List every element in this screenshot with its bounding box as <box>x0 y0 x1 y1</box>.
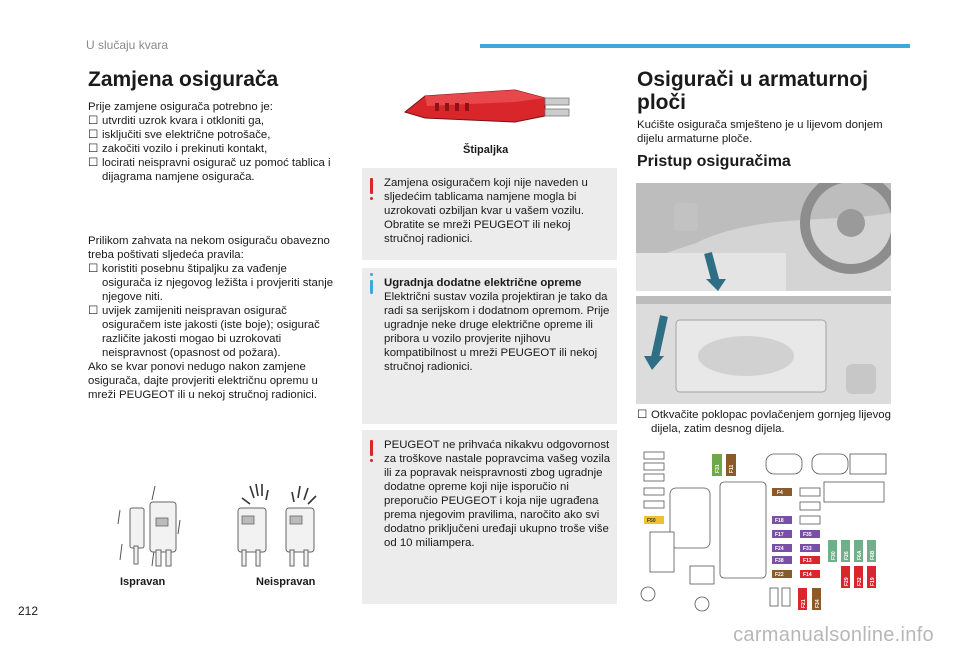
svg-text:F31: F31 <box>715 464 721 473</box>
access-title: Pristup osiguračima <box>637 153 791 170</box>
svg-text:F30: F30 <box>831 551 837 560</box>
svg-text:F50: F50 <box>647 518 656 524</box>
step-item: ☐ locirati neispravni osigurač uz pomoć tablica i dijagrama namjene osigurača. <box>88 157 331 183</box>
fuse-F31 <box>712 454 722 476</box>
watermark: carmanualsonline.info <box>733 624 934 646</box>
bullet-icon: ☐ <box>88 115 99 127</box>
warning-notice <box>362 168 617 260</box>
fuse-F34 <box>812 588 821 610</box>
bullet-icon: ☐ <box>637 409 648 421</box>
fuse-good-illustration <box>100 480 210 575</box>
location-text: Kućište osigurača smješteno je u lijevom donjem dijelu armaturne ploče. <box>637 119 883 145</box>
fuse-F4 <box>772 488 792 496</box>
svg-text:F34: F34 <box>815 599 821 608</box>
svg-text:F17: F17 <box>775 532 784 538</box>
fuse-F19 <box>867 566 876 588</box>
fuse-F22 <box>772 570 792 578</box>
info-icon <box>370 280 373 294</box>
warning-icon-dot <box>370 197 373 200</box>
warning-icon <box>370 178 373 194</box>
page-title: Zamjena osigurača <box>88 68 279 91</box>
bullet-icon: ☐ <box>88 157 99 169</box>
svg-text:F29: F29 <box>844 577 850 586</box>
dashboard-photo-bottom <box>636 296 891 404</box>
info-icon-dot <box>370 273 373 276</box>
fuse-F6B <box>867 540 876 562</box>
fuse-box-diagram <box>640 448 890 618</box>
fuse-F29 <box>841 566 850 588</box>
svg-text:F33: F33 <box>803 546 812 552</box>
bullet-icon: ☐ <box>88 129 99 141</box>
svg-text:F24: F24 <box>775 546 784 552</box>
dashboard-photo-top <box>636 183 891 291</box>
liability-notice <box>362 430 617 604</box>
step-item: ☐ Otkvačite poklopac povlačenjem gornjeg lijevog dijela, zatim desnog dijela. <box>637 409 891 435</box>
fuse-F38 <box>772 556 792 564</box>
svg-text:F35: F35 <box>803 532 812 538</box>
access-step <box>637 408 892 436</box>
fuse-F32 <box>854 566 863 588</box>
rule-item: ☐ uvijek zamijeniti neispravan osigurač osiguračem iste jakosti (iste boje); osigurač različite jakosti mogao bi uzrokovati neispravnost (opasnost od požara). <box>88 305 320 359</box>
rules-intro: Prilikom zahvata na nekom osiguraču obavezno treba poštivati sljedeća pravila: <box>88 235 330 261</box>
fuse-F50 <box>644 516 664 524</box>
svg-text:F32: F32 <box>857 577 863 586</box>
rule-item: ☐ koristiti posebnu štipaljku za vađenje osigurača iz njegovog ležišta i provjeriti stanje njegove niti. <box>88 263 334 303</box>
fuse-F35 <box>800 530 820 538</box>
step-item: ☐ zakočiti vozilo i prekinuti kontakt, <box>88 143 268 155</box>
svg-text:F13: F13 <box>803 558 812 564</box>
svg-text:F18: F18 <box>775 518 784 524</box>
svg-text:F11: F11 <box>729 464 735 473</box>
step-item: ☐ utvrditi uzrok kvara i otkloniti ga, <box>88 115 265 127</box>
section-title: Osigurači u armaturnoj ploči <box>637 68 869 114</box>
fuse-F11 <box>726 454 736 476</box>
intro-text: Prije zamjene osigurača potrebno je: <box>88 101 273 113</box>
svg-text:F26: F26 <box>844 551 850 560</box>
fuse-F6A <box>854 540 863 562</box>
warning-icon-dot <box>370 459 373 462</box>
info-title: Ugradnja dodatne električne opreme <box>384 277 582 289</box>
info-notice <box>362 268 617 424</box>
svg-text:F21: F21 <box>801 599 807 608</box>
svg-text:F14: F14 <box>803 572 812 578</box>
fuse-F33 <box>800 544 820 552</box>
step-item: ☐ isključiti sve električne potrošače, <box>88 129 271 141</box>
tool-caption: Štipaljka <box>463 144 509 156</box>
fuse-F18 <box>772 516 792 524</box>
liability-text: PEUGEOT ne prihvaća nikakvu odgovornost za troškove nastale popravcima vašeg vozila ili za popravak neispravnosti zbog ugradnje dodatne opreme koji nije isporučio ni preporučio PEUGEOT i koja nije ugrađena prema njegovim pravilima, naročito ako svi dodatno priključeni uređaji ukupno troše više od 10 miliampera. <box>384 439 611 549</box>
bullet-icon: ☐ <box>88 143 99 155</box>
svg-text:F6A: F6A <box>857 550 863 560</box>
info-body: Električni sustav vozila projektiran je tako da radi sa serijskom i dodatnom opremom. Prije ugradnje neke druge električne opreme ili pribora u vozilo provjerite njihovu kompatibilnost u mreži PEUGEOT ili nekoj stručnoj radionici. <box>384 291 610 373</box>
svg-text:F38: F38 <box>775 558 784 564</box>
fuse-bad-illustration <box>228 482 328 577</box>
fuse-F14 <box>800 570 820 578</box>
fuse-F30 <box>828 540 837 562</box>
page-number: 212 <box>18 604 39 618</box>
intro-block <box>88 100 333 184</box>
warning-text: Zamjena osiguračem koji nije naveden u sljedećim tablicama namjene mogla bi uzrokovati ozbiljan kvar u vašem vozilu. Obratite se mreži PEUGEOT ili nekoj stručnoj radionici. <box>384 177 588 245</box>
closing-text: Ako se kvar ponovi nedugo nakon zamjene osigurača, dajte provjeriti električnu opremu u mreži PEUGEOT ili u nekoj stručnoj radionici. <box>88 361 318 401</box>
fuse-F21 <box>798 588 807 610</box>
svg-text:F22: F22 <box>775 572 784 578</box>
header-accent-bar <box>480 44 910 48</box>
info-content <box>384 276 611 374</box>
fuse-F24 <box>772 544 792 552</box>
svg-text:F6B: F6B <box>870 550 876 560</box>
fuse-F17 <box>772 530 792 538</box>
section-label: U slučaju kvara <box>86 38 169 52</box>
fuse-bad-caption: Neispravan <box>256 576 316 588</box>
svg-text:F19: F19 <box>870 577 876 586</box>
fuse-puller-tool-illustration <box>395 76 595 134</box>
rules-block <box>88 234 336 402</box>
fuse-good-caption: Ispravan <box>120 576 166 588</box>
bullet-icon: ☐ <box>88 305 99 317</box>
svg-text:F4: F4 <box>777 490 783 496</box>
fuse-F26 <box>841 540 850 562</box>
bullet-icon: ☐ <box>88 263 99 275</box>
fuse-F13 <box>800 556 820 564</box>
warning-icon <box>370 440 373 456</box>
